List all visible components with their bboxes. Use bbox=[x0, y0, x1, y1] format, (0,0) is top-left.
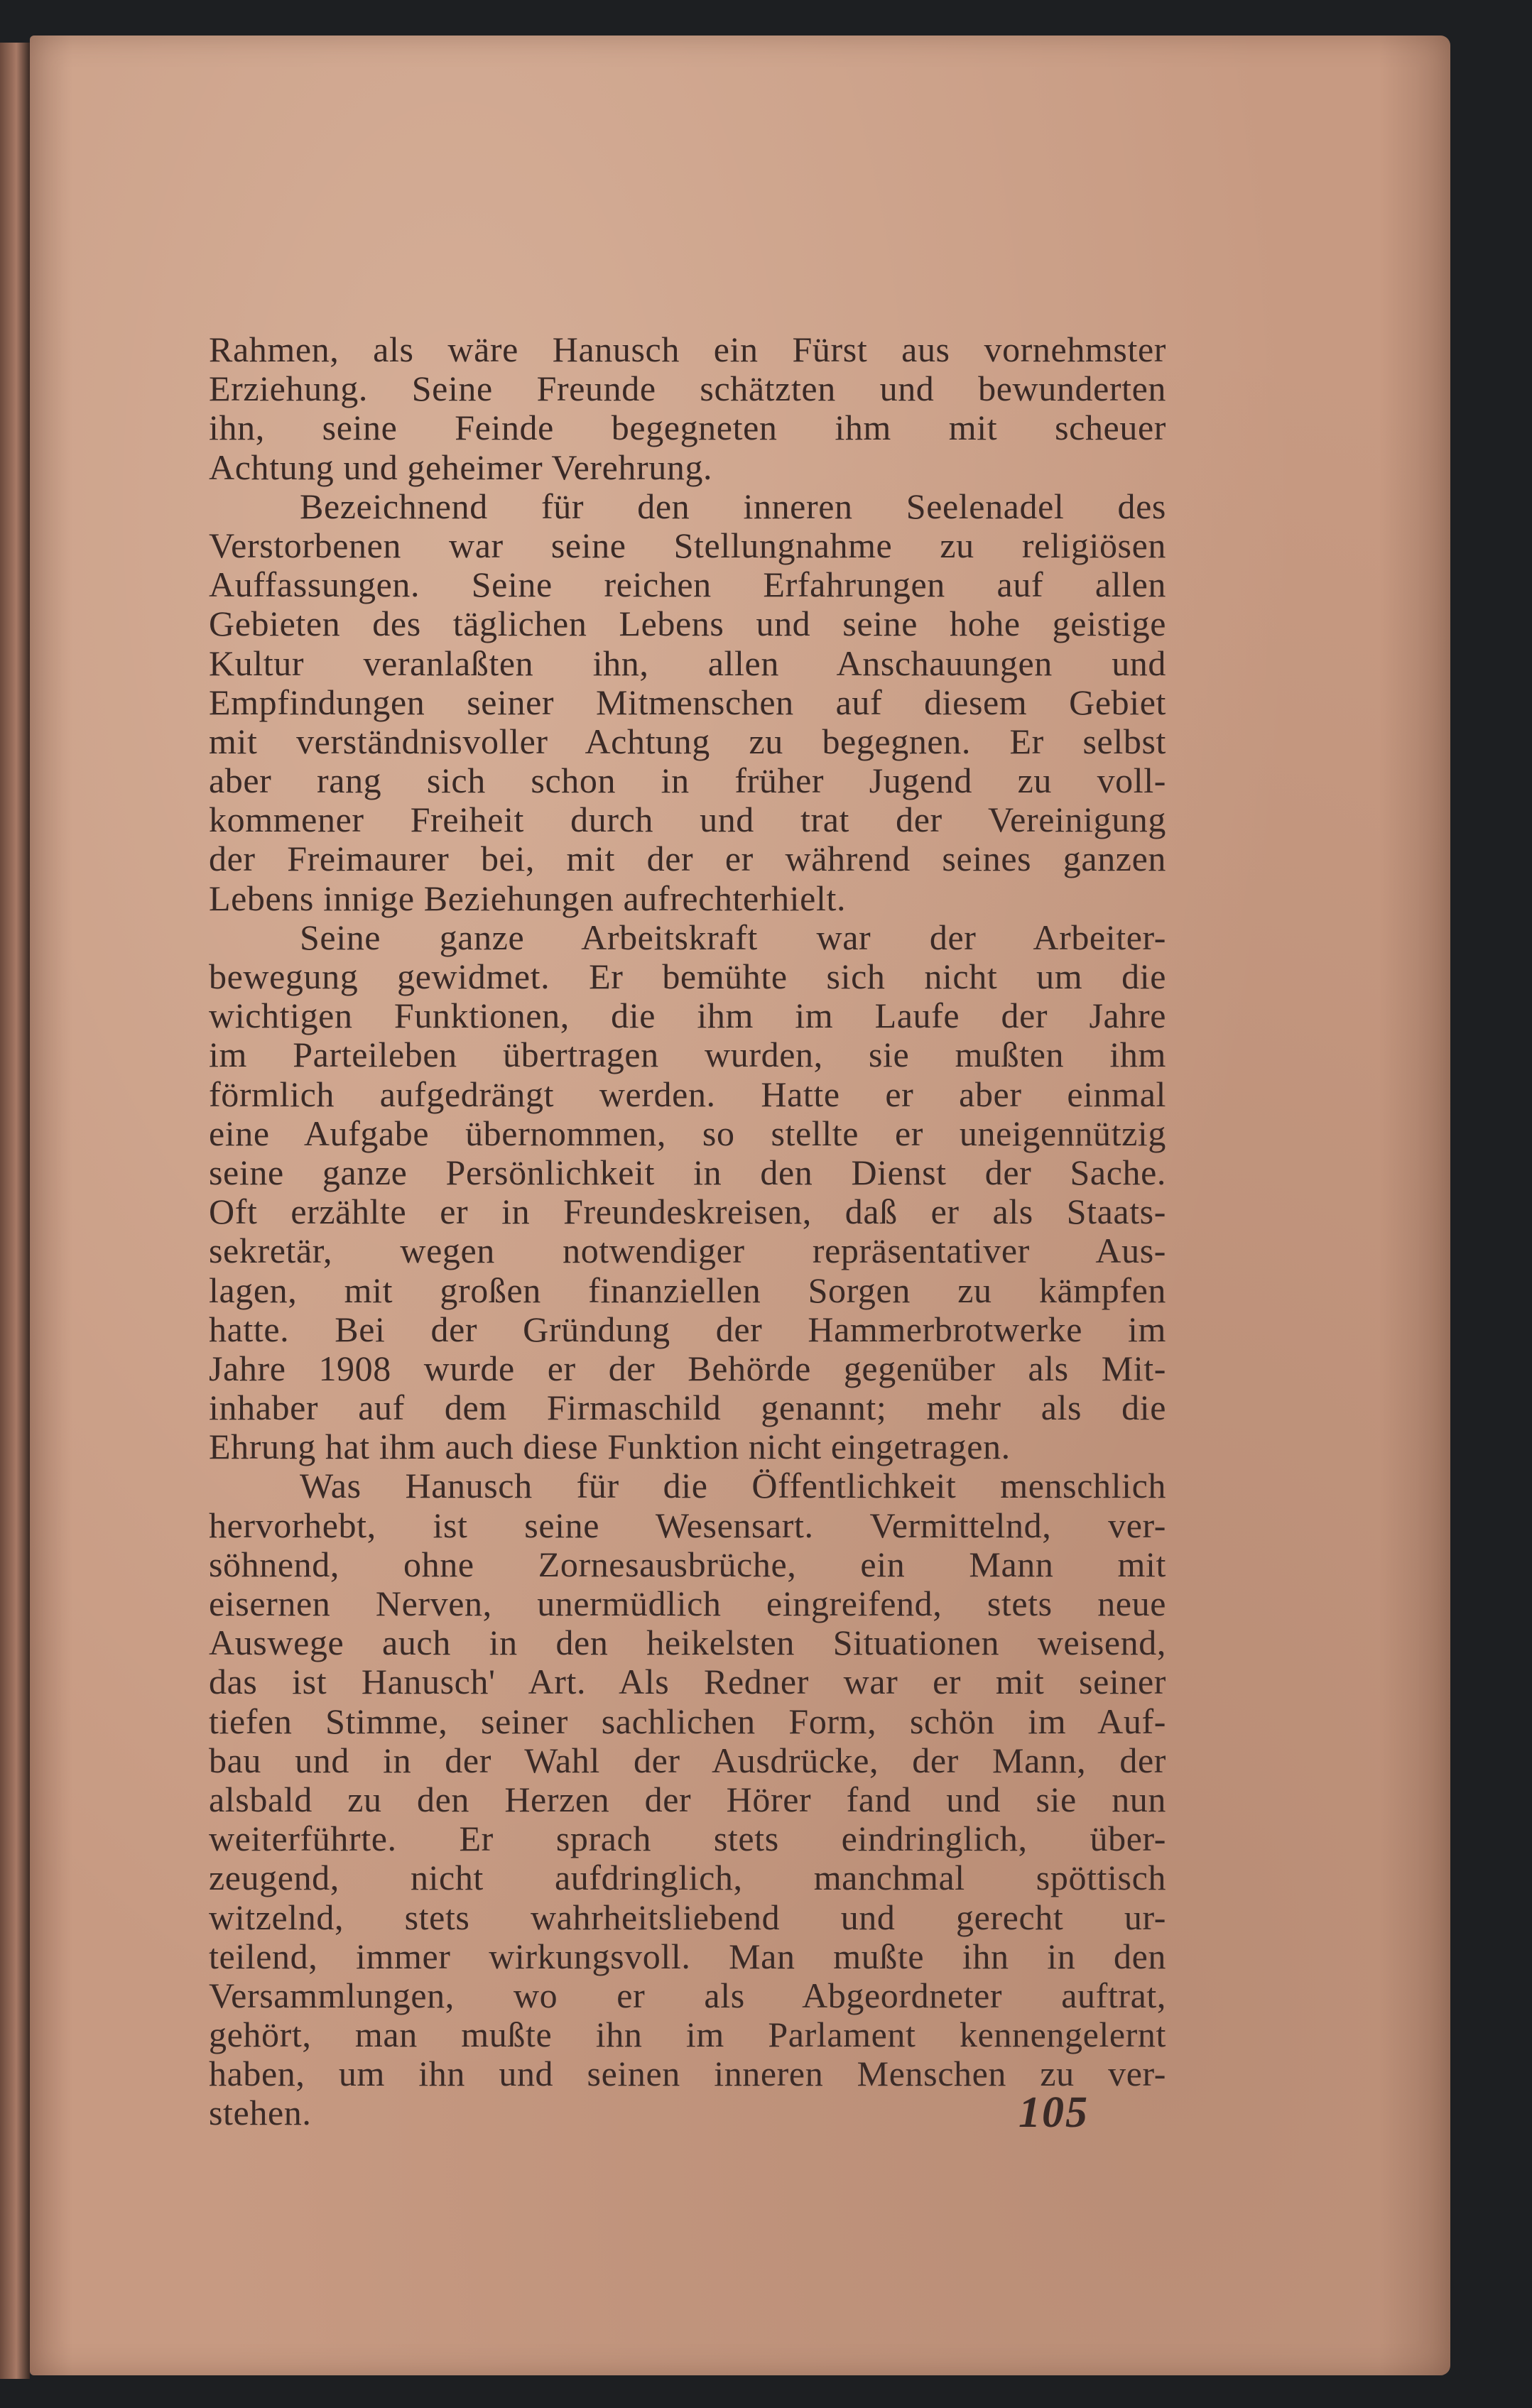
text-line: Verstorbenen war seine Stellungnahme zu religiösen bbox=[209, 525, 1166, 565]
text-line: Achtung und geheimer Verehrung. bbox=[209, 447, 713, 487]
paragraph-2 bbox=[209, 487, 1166, 918]
text-line: stehen. bbox=[209, 2093, 312, 2133]
text-line: Bezeichnend für den inneren Seelenadel des bbox=[300, 486, 1166, 526]
text-line: im Parteileben übertragen wurden, sie mußten ihm bbox=[209, 1035, 1166, 1075]
text-line: ihn, seine Feinde begegneten ihm mit scheuer bbox=[209, 408, 1166, 448]
text-line: eisernen Nerven, unermüdlich eingreifend, stets neue bbox=[209, 1584, 1166, 1623]
text-line: weiterführte. Er sprach stets eindringlich, über- bbox=[209, 1819, 1166, 1859]
text-line: Oft erzählte er in Freundeskreisen, daß er als Staats- bbox=[209, 1192, 1166, 1232]
text-line: bewegung gewidmet. Er bemühte sich nicht um die bbox=[209, 957, 1166, 996]
text-line: Was Hanusch für die Öffentlichkeit menschlich bbox=[300, 1466, 1166, 1506]
text-line: Lebens innige Beziehungen aufrechterhielt. bbox=[209, 878, 847, 918]
text-line: aber rang sich schon in früher Jugend zu voll- bbox=[209, 761, 1166, 801]
text-line: tiefen Stimme, seiner sachlichen Form, schön im Auf- bbox=[209, 1701, 1166, 1741]
text-line: eine Aufgabe übernommen, so stellte er uneigennützig bbox=[209, 1113, 1166, 1153]
text-line: förmlich aufgedrängt werden. Hatte er aber einmal bbox=[209, 1074, 1166, 1114]
text-line: Auffassungen. Seine reichen Erfahrungen auf allen bbox=[209, 565, 1166, 605]
text-line: wichtigen Funktionen, die ihm im Laufe der Jahre bbox=[209, 996, 1166, 1036]
text-line: alsbald zu den Herzen der Hörer fand und sie nun bbox=[209, 1779, 1166, 1819]
text-line: Versammlungen, wo er als Abgeordneter auftrat, bbox=[209, 1975, 1166, 2015]
paragraph-1 bbox=[209, 330, 1166, 487]
text-line: kommener Freiheit durch und trat der Vereinigung bbox=[209, 800, 1166, 840]
text-line: Erziehung. Seine Freunde schätzten und bewunderten bbox=[209, 369, 1166, 409]
body-text bbox=[209, 330, 1166, 2133]
text-line: hervorhebt, ist seine Wesensart. Vermittelnd, ver- bbox=[209, 1505, 1166, 1545]
text-line: Seine ganze Arbeitskraft war der Arbeiter- bbox=[300, 917, 1166, 957]
text-line: Rahmen, als wäre Hanusch ein Fürst aus vornehmster bbox=[209, 329, 1166, 369]
text-line: Ehrung hat ihm auch diese Funktion nicht eingetragen. bbox=[209, 1427, 1011, 1467]
text-line: hatte. Bei der Gründung der Hammerbrotwerke im bbox=[209, 1309, 1166, 1349]
text-line: teilend, immer wirkungsvoll. Man mußte ihn in den bbox=[209, 1936, 1166, 1976]
text-line: zeugend, nicht aufdringlich, manchmal spöttisch bbox=[209, 1858, 1166, 1898]
text-line: Kultur veranlaßten ihn, allen Anschauungen und bbox=[209, 643, 1166, 683]
text-line: mit verständnisvoller Achtung zu begegnen. Er selbst bbox=[209, 721, 1166, 761]
book-page bbox=[30, 36, 1450, 2375]
text-line: gehört, man mußte ihn im Parlament kennengelernt bbox=[209, 2015, 1166, 2055]
text-line: lagen, mit großen finanziellen Sorgen zu kämpfen bbox=[209, 1270, 1166, 1310]
paragraph-3 bbox=[209, 918, 1166, 1467]
text-line: inhaber auf dem Firmaschild genannt; mehr als die bbox=[209, 1388, 1166, 1428]
text-line: söhnend, ohne Zornesausbrüche, ein Mann mit bbox=[209, 1544, 1166, 1584]
text-line: bau und in der Wahl der Ausdrücke, der Mann, der bbox=[209, 1740, 1166, 1780]
text-line: witzelnd, stets wahrheitsliebend und gerecht ur- bbox=[209, 1897, 1166, 1937]
text-line: Jahre 1908 wurde er der Behörde gegenüber als Mit- bbox=[209, 1348, 1166, 1388]
text-line: sekretär, wegen notwendiger repräsentativer Aus- bbox=[209, 1231, 1166, 1271]
text-line: Auswege auch in den heikelsten Situationen weisend, bbox=[209, 1623, 1166, 1663]
paragraph-4 bbox=[209, 1466, 1166, 2132]
adjacent-page-edge bbox=[0, 43, 30, 2379]
text-line: haben, um ihn und seinen inneren Menschen zu ver- bbox=[209, 2054, 1166, 2094]
text-line: Gebieten des täglichen Lebens und seine hohe geistige bbox=[209, 604, 1166, 644]
text-line: Empfindungen seiner Mitmenschen auf diesem Gebiet bbox=[209, 682, 1166, 722]
text-line: das ist Hanusch' Art. Als Redner war er mit seiner bbox=[209, 1662, 1166, 1702]
text-line: der Freimaurer bei, mit der er während seines ganzen bbox=[209, 839, 1166, 879]
text-line: seine ganze Persönlichkeit in den Dienst der Sache. bbox=[209, 1152, 1166, 1192]
page-number: 105 bbox=[1018, 2088, 1089, 2137]
